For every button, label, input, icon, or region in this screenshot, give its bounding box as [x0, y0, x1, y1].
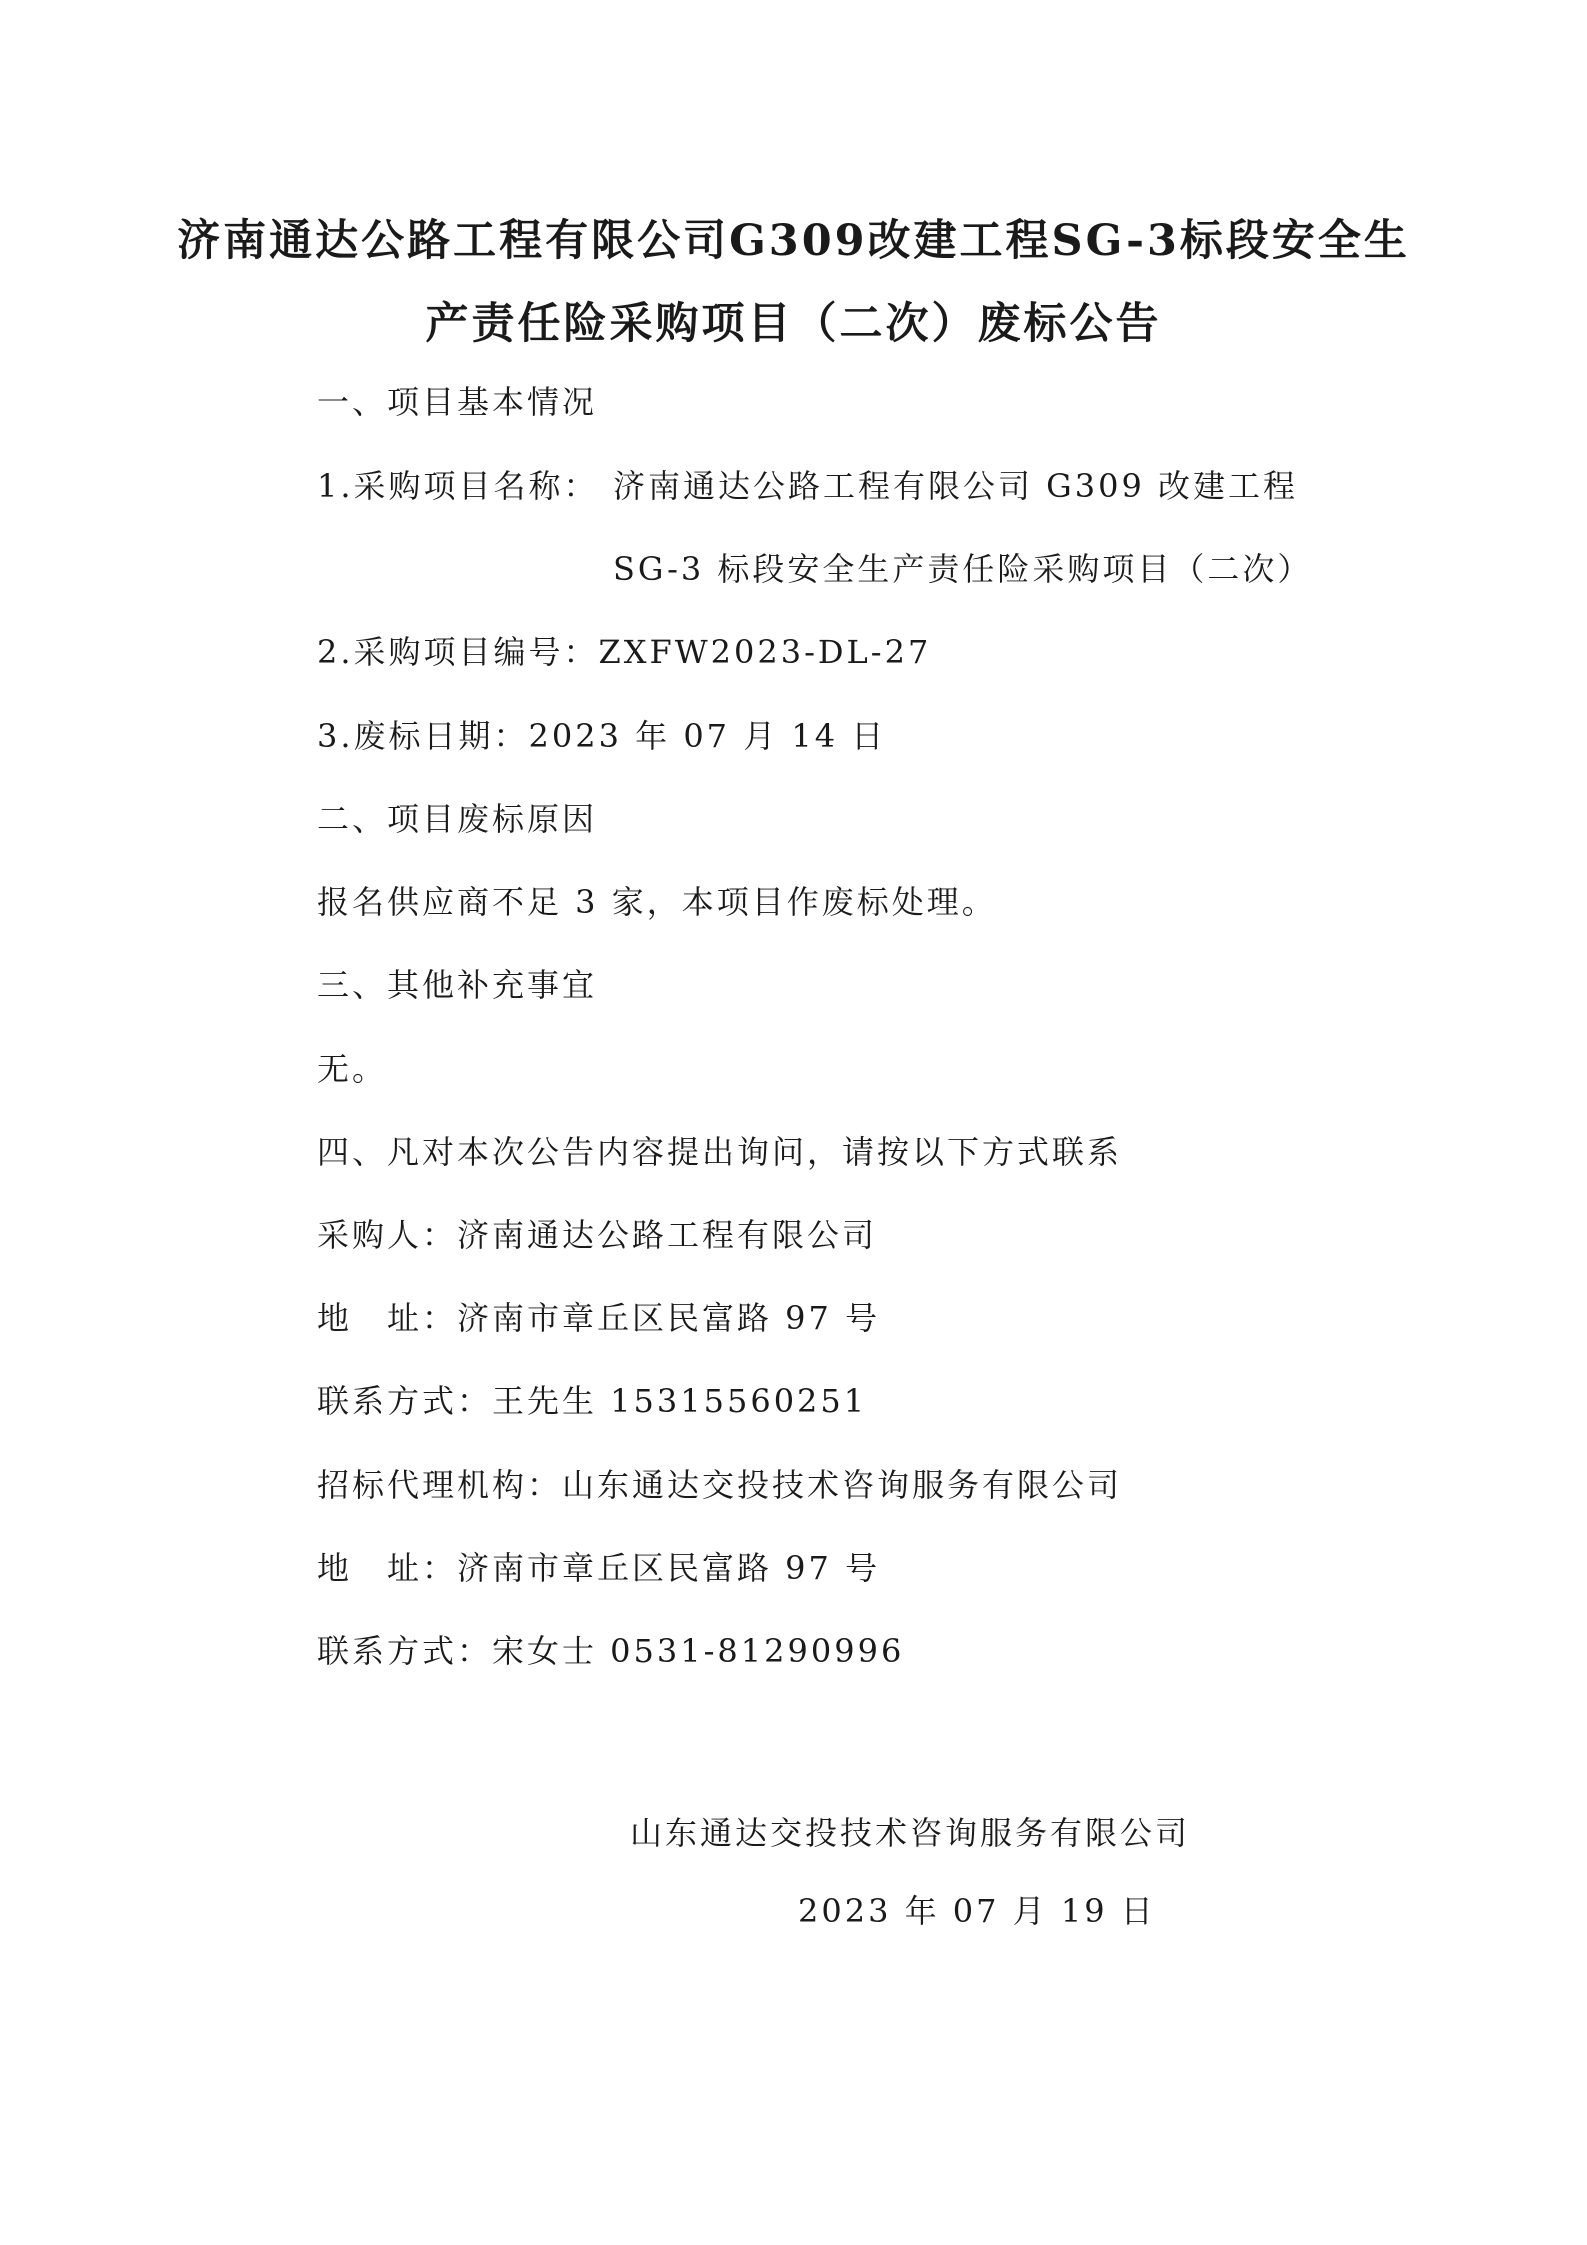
section-4-heading: 四、凡对本次公告内容提出询问，请按以下方式联系: [317, 1133, 1123, 1171]
signature-organization: 山东通达交投技术咨询服务有限公司: [630, 1814, 1191, 1852]
agency: 招标代理机构：山东通达交投技术咨询服务有限公司: [317, 1466, 1123, 1504]
cancellation-date: 3.废标日期：2023 年 07 月 14 日: [317, 717, 887, 755]
section-1-heading: 一、项目基本情况: [317, 383, 598, 421]
document-title-line-2: 产责任险采购项目（二次）废标公告: [425, 299, 1162, 349]
section-2-body: 报名供应商不足 3 家，本项目作废标处理。: [317, 883, 997, 921]
project-name-value-line-2: SG-3 标段安全生产责任险采购项目（二次）: [613, 550, 1313, 588]
section-2-heading: 二、项目废标原因: [317, 800, 598, 838]
purchaser-contact: 联系方式：王先生 15315560251: [317, 1382, 868, 1420]
project-name-value-line-1: 济南通达公路工程有限公司 G309 改建工程: [613, 467, 1298, 505]
agency-contact: 联系方式：宋女士 0531-81290996: [317, 1632, 905, 1670]
purchaser: 采购人：济南通达公路工程有限公司: [317, 1216, 878, 1254]
section-3-heading: 三、其他补充事宜: [317, 966, 598, 1004]
purchaser-address: 地 址：济南市章丘区民富路 97 号: [317, 1299, 881, 1337]
agency-address: 地 址：济南市章丘区民富路 97 号: [317, 1549, 881, 1587]
project-number: 2.采购项目编号：ZXFW2023-DL-27: [317, 633, 932, 671]
signature-date: 2023 年 07 月 19 日: [798, 1892, 1156, 1930]
project-name-label: 1.采购项目名称：: [317, 467, 599, 505]
document-title-line-1: 济南通达公路工程有限公司G309改建工程SG-3标段安全生: [177, 216, 1410, 266]
section-3-body: 无。: [317, 1050, 388, 1088]
